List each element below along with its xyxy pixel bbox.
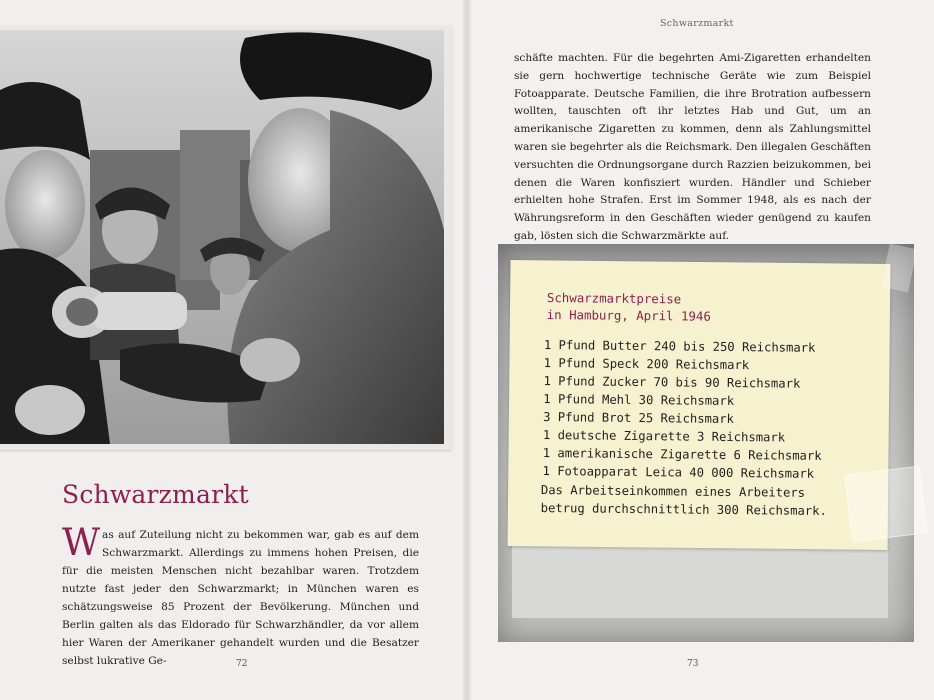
price-item: 3 Pfund Brot 25 Reichsmark bbox=[543, 409, 734, 426]
tape-strip bbox=[844, 466, 928, 543]
price-item: 1 amerikanische Zigarette 6 Reichsmark bbox=[542, 445, 822, 463]
note-card-title: Schwarzmarktpreise in Hamburg, April 1946 bbox=[546, 289, 711, 324]
running-head: Schwarzmarkt bbox=[660, 18, 734, 29]
price-item: 1 Pfund Butter 240 bis 250 Reichsmark bbox=[543, 337, 816, 355]
book-gutter bbox=[463, 0, 471, 700]
page-number-left: 72 bbox=[236, 659, 248, 669]
page-number-right: 73 bbox=[687, 659, 699, 669]
left-paragraph: as auf Zuteilung nicht zu bekommen war, gab es auf dem Schwarzmarkt. Allerdings zu immens hohen Preisen, die für die meisten Menschen nicht bezahlbar waren. Trotzdem nutzte fast jeder den Schwarzmarkt; in München waren es schätzungsweise 85 Prozent der Bevölkerung. München und Berlin galten als das Eldorado für Schwarzhändler, da vor allem hier Waren der Amerikaner gehandelt wurden und die Besatzer selbst lukrative Ge- bbox=[62, 529, 419, 667]
price-item: 1 Fotoapparat Leica 40 000 Reichsmark bbox=[542, 463, 815, 481]
price-item: 1 Pfund Speck 200 Reichsmark bbox=[543, 355, 750, 373]
price-list bbox=[542, 336, 873, 483]
section-heading: Schwarzmarkt bbox=[62, 480, 249, 509]
left-body-text bbox=[62, 521, 419, 670]
black-market-photo bbox=[0, 30, 444, 444]
photo-frame bbox=[0, 26, 452, 450]
right-paragraph: schäfte machten. Für die begehrten Ami-Zigaretten erhandelten sie gern hochwertige technische Geräte wie zum Beispiel Fotoapparate. Deutsche Familien, die ihre Brotration aufbessern wollten, tauschten oft ihr letztes Hab und Gut, um an amerikanische Zigaretten zu kommen, denn als Zahlungsmittel waren sie begehrter als die Reichsmark. Den illegalen Geschäften versuchten die Ordnungsorgane durch Razzien beizukommen, bei denen die Waren konfisziert wurden. Händler und Schieber erhielten hohe Strafen. Erst im Sommer 1948, als es nach der Währungsreform in den Geschäften wieder genügend zu kaufen gab, lösten sich die Schwarzmärkte auf. bbox=[514, 52, 871, 242]
price-item: 1 Pfund Zucker 70 bis 90 Reichsmark bbox=[543, 373, 801, 391]
price-item: 1 deutsche Zigarette 3 Reichsmark bbox=[542, 427, 786, 445]
income-note: Das Arbeitseinkommen eines Arbeiters betrug durchschnittlich 300 Reichsmark. bbox=[540, 482, 827, 518]
price-item: 1 Pfund Mehl 30 Reichsmark bbox=[543, 391, 735, 408]
drop-cap: W bbox=[62, 521, 101, 564]
